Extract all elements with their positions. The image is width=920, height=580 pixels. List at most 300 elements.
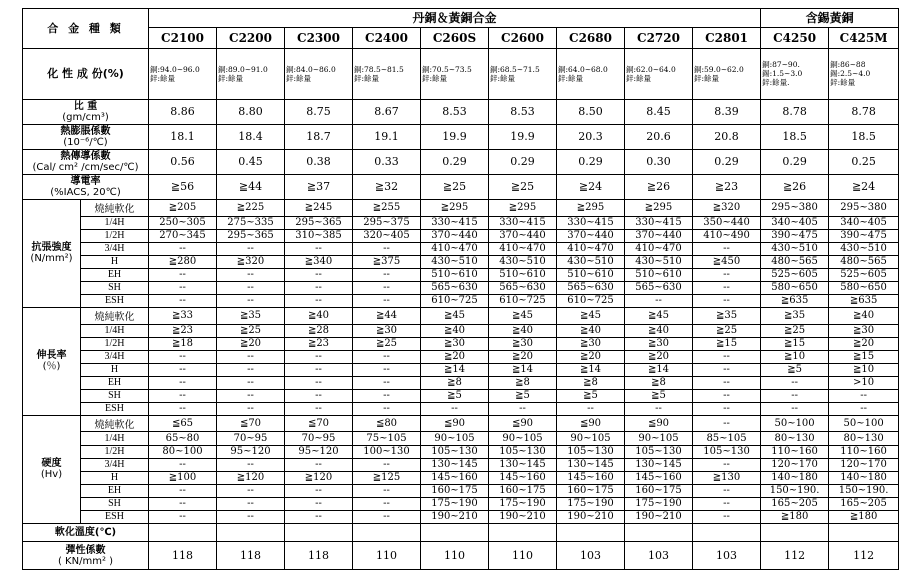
- tensile-value: 480~565: [829, 255, 899, 268]
- tensile-value: 330~415: [625, 216, 693, 229]
- elastic-value: 118: [217, 542, 285, 570]
- property-value: 20.3: [557, 124, 625, 149]
- composition-cell: [149, 48, 217, 99]
- property-value: 0.45: [217, 149, 285, 174]
- tensile-value: --: [285, 281, 353, 294]
- property-value: ≧26: [625, 174, 693, 199]
- alloy-header-c260s: C260S: [421, 27, 489, 48]
- composition-label: 化 性 成 份(%): [23, 48, 149, 99]
- tensile-value: --: [353, 294, 421, 307]
- elongation-value: ≧18: [149, 337, 217, 350]
- elongation-value: --: [421, 402, 489, 415]
- elongation-value: ≧35: [693, 307, 761, 324]
- elongation-value: --: [761, 389, 829, 402]
- property-row: [23, 149, 899, 174]
- composition-line: 銅:64.0~68.0: [558, 64, 608, 74]
- property-value: 20.6: [625, 124, 693, 149]
- hardness-value: --: [693, 415, 761, 432]
- elongation-value: ≧40: [557, 324, 625, 337]
- elongation-value: --: [353, 376, 421, 389]
- temper-label: ESH: [81, 294, 149, 307]
- hardness-value: 145~160: [625, 471, 693, 484]
- composition-line: 銅:89.0~91.0: [218, 64, 268, 74]
- elongation-row: [23, 376, 899, 389]
- tensile-value: 270~345: [149, 229, 217, 242]
- hardness-value: 95~120: [217, 445, 285, 458]
- elongation-value: --: [217, 389, 285, 402]
- composition-cell: [761, 48, 829, 99]
- tensile-value: 565~630: [625, 281, 693, 294]
- elastic-label: [23, 542, 149, 570]
- elongation-value: ≧5: [557, 389, 625, 402]
- hardness-value: --: [353, 510, 421, 523]
- property-value: 19.9: [489, 124, 557, 149]
- tensile-value: 510~610: [625, 268, 693, 281]
- elastic-value: 110: [353, 542, 421, 570]
- elastic-value: 112: [829, 542, 899, 570]
- temper-label: SH: [81, 389, 149, 402]
- tensile-value: --: [693, 281, 761, 294]
- elongation-value: ≧33: [149, 307, 217, 324]
- elongation-value: --: [353, 402, 421, 415]
- elongation-value: --: [285, 389, 353, 402]
- elongation-value: ≧14: [557, 363, 625, 376]
- hardness-value: --: [149, 484, 217, 497]
- hardness-value: 85~105: [693, 432, 761, 445]
- tensile-value: --: [353, 242, 421, 255]
- tensile-value: 250~305: [149, 216, 217, 229]
- hardness-row: [23, 445, 899, 458]
- property-value: 19.9: [421, 124, 489, 149]
- hardness-value: 130~145: [421, 458, 489, 471]
- elongation-value: ≧40: [489, 324, 557, 337]
- elastic-value: 103: [625, 542, 693, 570]
- hardness-value: --: [693, 497, 761, 510]
- hardness-value: --: [217, 497, 285, 510]
- tensile-value: --: [149, 268, 217, 281]
- property-value: 20.8: [693, 124, 761, 149]
- tensile-row: [23, 229, 899, 242]
- hardness-value: 175~190: [557, 497, 625, 510]
- tensile-value: 295~365: [285, 216, 353, 229]
- hardness-value: 140~180: [761, 471, 829, 484]
- tensile-value: ≧340: [285, 255, 353, 268]
- temper-label: H: [81, 363, 149, 376]
- property-value: 8.78: [761, 99, 829, 124]
- tensile-value: ≧205: [149, 199, 217, 216]
- elongation-value: ≧14: [489, 363, 557, 376]
- property-value: 8.53: [421, 99, 489, 124]
- composition-line: 鋅:餘量: [626, 73, 652, 83]
- temper-label: H: [81, 471, 149, 484]
- tin-brass-group-header: 含錫黃銅: [761, 9, 899, 28]
- hardness-label-line: (Hv): [40, 469, 63, 481]
- tensile-row: [23, 199, 899, 216]
- elongation-value: ≧8: [557, 376, 625, 389]
- tensile-label-line: (N/mm²): [30, 253, 73, 265]
- hardness-value: 110~160: [761, 445, 829, 458]
- property-label-line: (10⁻⁶/℃): [63, 136, 108, 148]
- hardness-value: 150~190.: [761, 484, 829, 497]
- tensile-value: --: [285, 268, 353, 281]
- tensile-value: 340~405: [761, 216, 829, 229]
- property-value: 8.86: [149, 99, 217, 124]
- property-label: [23, 99, 149, 124]
- elongation-value: --: [149, 376, 217, 389]
- tensile-value: 430~510: [421, 255, 489, 268]
- elongation-value: ≧35: [761, 307, 829, 324]
- elongation-value: ≧45: [557, 307, 625, 324]
- tensile-value: ≧320: [217, 255, 285, 268]
- softening-value: [217, 523, 285, 542]
- composition-line: 錫:2.5~4.0: [830, 69, 871, 79]
- composition-cell: [693, 48, 761, 99]
- hardness-value: 50~100: [829, 415, 899, 432]
- temper-label: 1/2H: [81, 445, 149, 458]
- elastic-value: 112: [761, 542, 829, 570]
- elongation-value: --: [285, 402, 353, 415]
- temper-label: ESH: [81, 510, 149, 523]
- composition-line: 鋅:餘量: [150, 73, 176, 83]
- elongation-value: --: [217, 376, 285, 389]
- hardness-row: [23, 510, 899, 523]
- elongation-value: ≧40: [285, 307, 353, 324]
- elongation-value: --: [829, 389, 899, 402]
- tensile-value: ≧635: [761, 294, 829, 307]
- elongation-value: --: [285, 350, 353, 363]
- property-value: 0.33: [353, 149, 421, 174]
- hardness-value: 160~175: [625, 484, 693, 497]
- elastic-value: 110: [489, 542, 557, 570]
- hardness-row: [23, 415, 899, 432]
- temper-label: 3/4H: [81, 458, 149, 471]
- tensile-value: 370~440: [489, 229, 557, 242]
- elongation-value: --: [829, 402, 899, 415]
- temper-label: SH: [81, 497, 149, 510]
- tensile-value: 320~405: [353, 229, 421, 242]
- composition-line: 銅:62.0~64.0: [626, 64, 676, 74]
- hardness-row: [23, 458, 899, 471]
- composition-line: 銅:86~88: [830, 60, 866, 70]
- temper-label: 3/4H: [81, 350, 149, 363]
- tensile-value: 330~415: [489, 216, 557, 229]
- tensile-value: 340~405: [829, 216, 899, 229]
- tensile-row: [23, 268, 899, 281]
- property-label: [23, 124, 149, 149]
- composition-line: 銅:59.0~62.0: [694, 64, 744, 74]
- composition-line: 銅:87~90.: [762, 60, 800, 70]
- elongation-label-line: 伸長率: [36, 350, 67, 362]
- hardness-value: 75~105: [353, 432, 421, 445]
- elongation-value: ≧44: [353, 307, 421, 324]
- hardness-value: 165~205: [829, 497, 899, 510]
- elongation-value: ≧30: [489, 337, 557, 350]
- tensile-value: 430~510: [489, 255, 557, 268]
- elongation-value: --: [693, 350, 761, 363]
- elongation-value: --: [217, 350, 285, 363]
- property-value: 19.1: [353, 124, 421, 149]
- elongation-value: --: [693, 363, 761, 376]
- tensile-row: [23, 255, 899, 268]
- hardness-label: [23, 415, 81, 523]
- elongation-value: ≧5: [625, 389, 693, 402]
- composition-line: 銅:68.5~71.5: [490, 64, 540, 74]
- hardness-value: 105~130: [625, 445, 693, 458]
- elongation-value: --: [693, 402, 761, 415]
- elongation-value: ≧40: [829, 307, 899, 324]
- property-value: ≧24: [557, 174, 625, 199]
- elongation-value: --: [353, 389, 421, 402]
- temper-label: H: [81, 255, 149, 268]
- elongation-value: --: [489, 402, 557, 415]
- elongation-value: ≧45: [489, 307, 557, 324]
- property-value: 8.75: [285, 99, 353, 124]
- tensile-value: --: [353, 281, 421, 294]
- alloy-header-c2100: C2100: [149, 27, 217, 48]
- tensile-value: --: [149, 242, 217, 255]
- elongation-value: ≧45: [421, 307, 489, 324]
- tensile-value: --: [625, 294, 693, 307]
- hardness-value: 120~170: [829, 458, 899, 471]
- tensile-value: 330~415: [421, 216, 489, 229]
- property-value: 8.80: [217, 99, 285, 124]
- hardness-value: 165~205: [761, 497, 829, 510]
- tensile-value: --: [217, 281, 285, 294]
- hardness-value: 150~190.: [829, 484, 899, 497]
- tensile-label: [23, 199, 81, 307]
- property-value: 8.67: [353, 99, 421, 124]
- temper-label: 燒純軟化: [81, 199, 149, 216]
- hardness-value: 80~100: [149, 445, 217, 458]
- hardness-value: 80~130: [829, 432, 899, 445]
- tensile-value: 370~440: [421, 229, 489, 242]
- elongation-row: [23, 363, 899, 376]
- tensile-value: 430~510: [625, 255, 693, 268]
- tensile-value: 565~630: [557, 281, 625, 294]
- hardness-value: 160~175: [557, 484, 625, 497]
- hardness-value: 140~180: [829, 471, 899, 484]
- elongation-value: ≧45: [625, 307, 693, 324]
- tensile-value: 275~335: [217, 216, 285, 229]
- elongation-value: --: [217, 363, 285, 376]
- alloy-header-c2200: C2200: [217, 27, 285, 48]
- hardness-value: 175~190: [625, 497, 693, 510]
- property-row: [23, 174, 899, 199]
- hardness-value: 130~145: [489, 458, 557, 471]
- softening-value: [693, 523, 761, 542]
- tensile-value: 390~475: [829, 229, 899, 242]
- composition-line: 鋅:餘量: [422, 73, 448, 83]
- elongation-value: ≧20: [489, 350, 557, 363]
- hardness-value: --: [149, 510, 217, 523]
- hardness-value: --: [353, 484, 421, 497]
- hardness-value: 145~160: [557, 471, 625, 484]
- hardness-value: 190~210: [489, 510, 557, 523]
- hardness-value: 70~95: [217, 432, 285, 445]
- tensile-value: 295~380: [829, 199, 899, 216]
- composition-row: [23, 48, 899, 99]
- elongation-value: ≧5: [761, 363, 829, 376]
- hardness-value: 145~160: [489, 471, 557, 484]
- tensile-value: 580~650: [761, 281, 829, 294]
- composition-cell: [353, 48, 421, 99]
- softening-label: 軟化溫度(℃): [23, 523, 149, 542]
- tensile-value: 525~605: [829, 268, 899, 281]
- elongation-value: ≧28: [285, 324, 353, 337]
- composition-cell: [557, 48, 625, 99]
- composition-line: 鋅:餘量: [558, 73, 584, 83]
- softening-value: [557, 523, 625, 542]
- property-value: ≧25: [489, 174, 557, 199]
- tensile-value: --: [693, 268, 761, 281]
- tensile-row: [23, 242, 899, 255]
- elongation-value: ≧20: [557, 350, 625, 363]
- elongation-value: --: [149, 389, 217, 402]
- composition-line: 錫:1.5~3.0: [762, 69, 803, 79]
- tensile-value: 310~385: [285, 229, 353, 242]
- elongation-value: ≧25: [761, 324, 829, 337]
- hardness-value: 90~105: [421, 432, 489, 445]
- hardness-value: ≦80: [353, 415, 421, 432]
- elongation-row: [23, 337, 899, 350]
- hardness-value: --: [693, 458, 761, 471]
- elongation-value: ≧25: [353, 337, 421, 350]
- tensile-value: 610~725: [421, 294, 489, 307]
- elongation-value: --: [149, 363, 217, 376]
- property-value: 8.45: [625, 99, 693, 124]
- elongation-label: [23, 307, 81, 415]
- elongation-row: [23, 389, 899, 402]
- tensile-value: --: [285, 242, 353, 255]
- temper-label: ESH: [81, 402, 149, 415]
- composition-line: 鋅:餘量: [218, 73, 244, 83]
- elongation-value: ≧8: [489, 376, 557, 389]
- temper-label: 1/4H: [81, 216, 149, 229]
- elongation-value: --: [353, 363, 421, 376]
- composition-line: 銅:94.0~96.0: [150, 64, 200, 74]
- composition-line: 銅:70.5~73.5: [422, 64, 472, 74]
- tensile-value: 610~725: [557, 294, 625, 307]
- temper-label: 燒純軟化: [81, 415, 149, 432]
- property-label-line: 導電率: [70, 175, 101, 187]
- hardness-value: --: [149, 497, 217, 510]
- composition-line: 鋅:餘量: [830, 78, 856, 88]
- property-value: 0.56: [149, 149, 217, 174]
- tensile-value: 430~510: [829, 242, 899, 255]
- composition-line: 銅:84.0~86.0: [286, 64, 336, 74]
- elongation-value: ≧30: [829, 324, 899, 337]
- tensile-row: [23, 294, 899, 307]
- elongation-value: ≧30: [421, 337, 489, 350]
- hardness-value: --: [285, 510, 353, 523]
- elongation-label-line: (％): [42, 361, 61, 373]
- elongation-value: --: [557, 402, 625, 415]
- elongation-value: ≧30: [557, 337, 625, 350]
- hardness-value: 105~130: [557, 445, 625, 458]
- softening-value: [829, 523, 899, 542]
- composition-cell: [421, 48, 489, 99]
- elongation-value: --: [149, 350, 217, 363]
- hardness-value: 90~105: [625, 432, 693, 445]
- hardness-value: 110~160: [829, 445, 899, 458]
- tensile-value: 510~610: [421, 268, 489, 281]
- property-value: ≧32: [353, 174, 421, 199]
- property-value: 0.29: [761, 149, 829, 174]
- tensile-value: ≧245: [285, 199, 353, 216]
- alloy-header-c2300: C2300: [285, 27, 353, 48]
- tensile-value: 430~510: [761, 242, 829, 255]
- elongation-value: ≧25: [217, 324, 285, 337]
- tensile-value: --: [693, 242, 761, 255]
- elastic-value: 118: [285, 542, 353, 570]
- composition-cell: [285, 48, 353, 99]
- hardness-value: 65~80: [149, 432, 217, 445]
- hardness-value: --: [149, 458, 217, 471]
- property-value: ≧44: [217, 174, 285, 199]
- composition-cell: [489, 48, 557, 99]
- hardness-value: 190~210: [421, 510, 489, 523]
- tensile-value: ≧280: [149, 255, 217, 268]
- elongation-row: [23, 307, 899, 324]
- tensile-value: ≧320: [693, 199, 761, 216]
- elongation-value: ≧15: [761, 337, 829, 350]
- tensile-value: 295~375: [353, 216, 421, 229]
- composition-cell: [625, 48, 693, 99]
- hardness-value: 130~145: [625, 458, 693, 471]
- hardness-value: ≧125: [353, 471, 421, 484]
- elastic-label-line: 彈性係數: [65, 544, 106, 556]
- tensile-value: 410~470: [489, 242, 557, 255]
- elongation-value: >10: [829, 376, 899, 389]
- tensile-value: 565~630: [489, 281, 557, 294]
- hardness-value: ≦70: [285, 415, 353, 432]
- tensile-value: 370~440: [557, 229, 625, 242]
- tensile-value: 370~440: [625, 229, 693, 242]
- hardness-value: --: [217, 484, 285, 497]
- softening-value: [625, 523, 693, 542]
- elongation-value: ≧23: [285, 337, 353, 350]
- tensile-value: 480~565: [761, 255, 829, 268]
- hardness-value: --: [217, 458, 285, 471]
- hardness-value: ≧100: [149, 471, 217, 484]
- hardness-value: 90~105: [489, 432, 557, 445]
- temper-label: EH: [81, 376, 149, 389]
- elastic-label-line: ( KN/mm² ): [57, 555, 114, 567]
- hardness-value: --: [693, 484, 761, 497]
- elongation-value: ≧25: [693, 324, 761, 337]
- property-row: [23, 99, 899, 124]
- elongation-value: ≧20: [217, 337, 285, 350]
- hardness-value: 105~130: [421, 445, 489, 458]
- property-label-line: (Cal/ cm² /cm/sec/℃): [32, 161, 139, 173]
- tensile-value: ≧295: [421, 199, 489, 216]
- temper-label: 1/2H: [81, 337, 149, 350]
- hardness-value: 50~100: [761, 415, 829, 432]
- tensile-row: [23, 281, 899, 294]
- alloy-header-c2400: C2400: [353, 27, 421, 48]
- hardness-value: 105~130: [489, 445, 557, 458]
- softening-value: [489, 523, 557, 542]
- alloy-header-c2600: C2600: [489, 27, 557, 48]
- alloy-spec-sheet: [22, 8, 898, 572]
- elongation-value: ≧20: [625, 350, 693, 363]
- tensile-value: ≧295: [625, 199, 693, 216]
- alloy-property-table: [22, 8, 899, 570]
- tensile-value: --: [353, 268, 421, 281]
- property-value: 0.29: [693, 149, 761, 174]
- property-value: 0.29: [557, 149, 625, 174]
- elongation-value: ≧40: [421, 324, 489, 337]
